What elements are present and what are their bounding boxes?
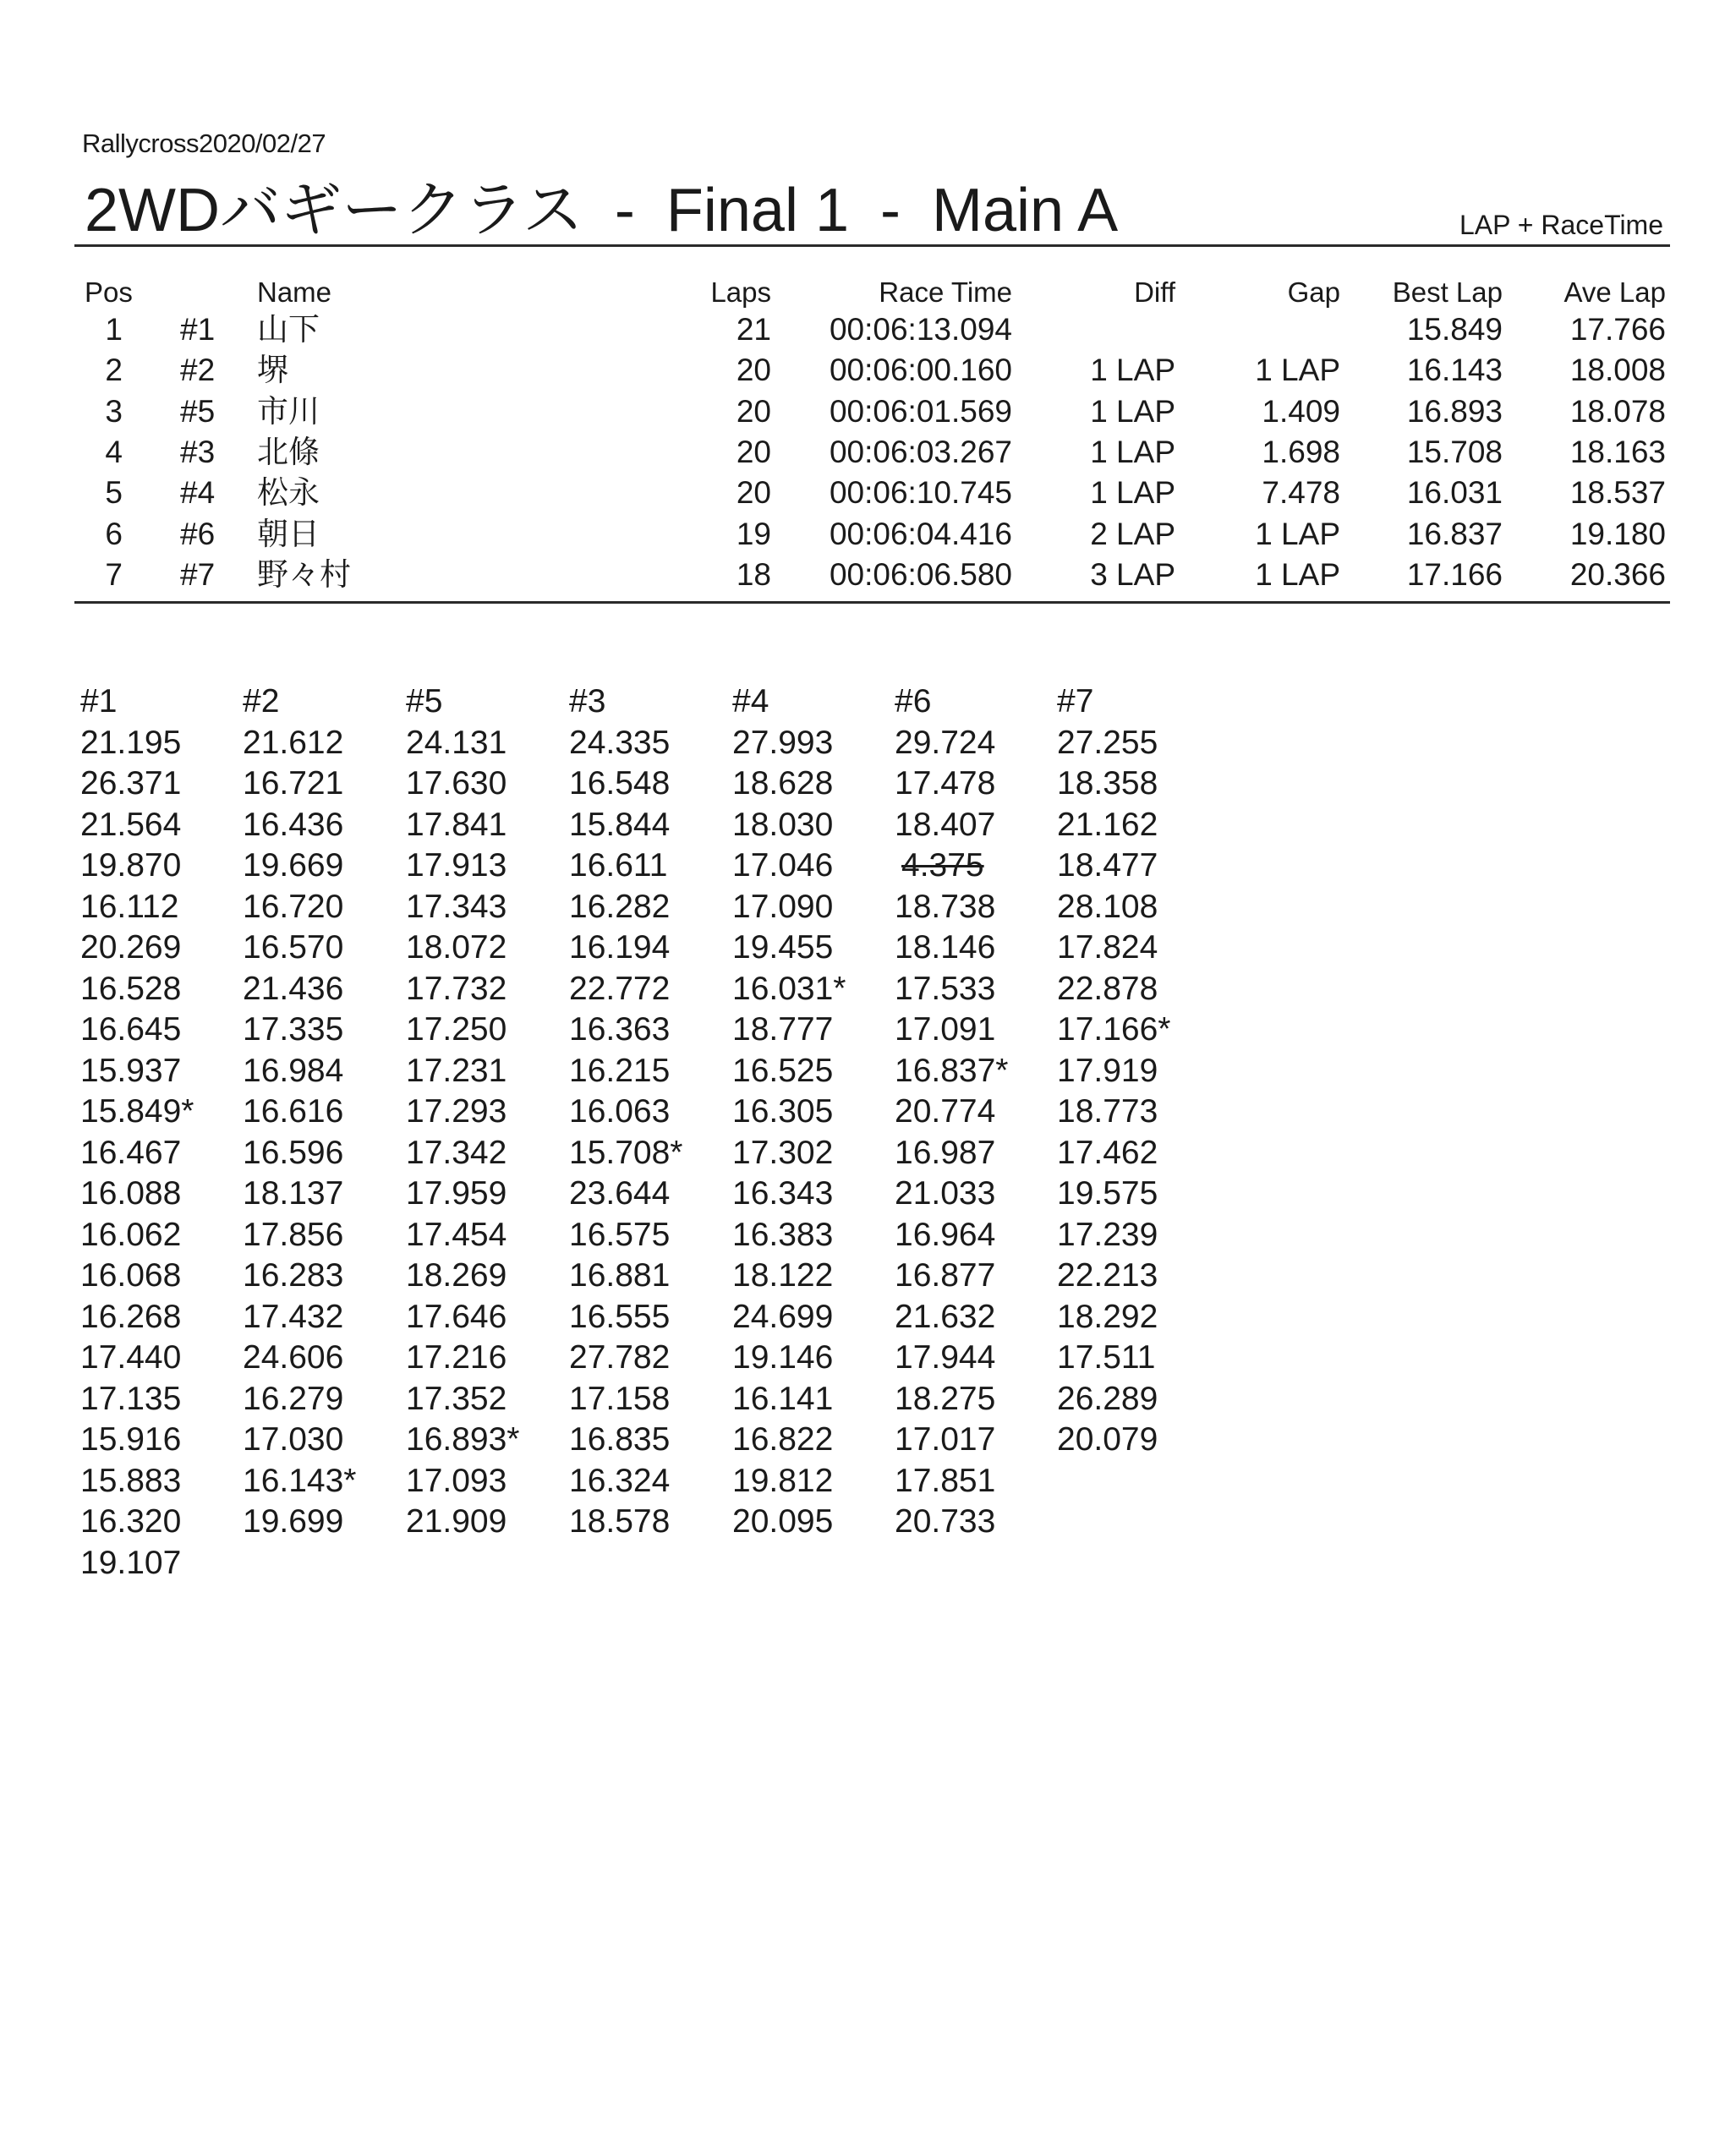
lap-time: 20.774	[895, 1093, 996, 1130]
lap-time: 18.292	[1057, 1298, 1158, 1335]
lap-time: 16.822	[732, 1421, 834, 1458]
lap-time: 17.440	[80, 1339, 182, 1376]
lap-time: 17.093	[406, 1462, 507, 1499]
lap-time: 16.324	[569, 1462, 671, 1499]
lap-time: 16.721	[243, 765, 344, 802]
lap-time: 18.137	[243, 1175, 344, 1212]
lap-time: 17.302	[732, 1134, 834, 1171]
lap-time: 21.564	[80, 806, 182, 843]
lap-time: 18.146	[895, 929, 996, 966]
lap-time: 18.477	[1057, 847, 1158, 884]
lap-time: 22.878	[1057, 970, 1158, 1007]
lap-time: 17.913	[406, 847, 507, 884]
lap-time: 20.095	[732, 1503, 834, 1540]
lap-time: 21.162	[1057, 806, 1158, 843]
lap-time: 17.158	[569, 1380, 671, 1417]
ave-lap-cell: 18.008	[1569, 353, 1666, 388]
best-lap-cell: 17.166	[1406, 556, 1503, 592]
lap-time: 16.596	[243, 1134, 344, 1171]
car-number-cell: #5	[180, 393, 216, 429]
lap-time: 16.088	[80, 1175, 182, 1212]
lap-time: 17.732	[406, 970, 507, 1007]
lap-time: 22.772	[569, 970, 671, 1007]
result-row	[0, 473, 1725, 513]
lap-time: 19.575	[1057, 1175, 1158, 1212]
lap-time: 21.612	[243, 724, 344, 761]
lap-time: 16.343	[732, 1175, 834, 1212]
lap-time: 15.849*	[80, 1093, 194, 1130]
lap-time: 16.031*	[732, 970, 846, 1007]
lap-column-header: #7	[1057, 683, 1094, 720]
lap-column-header: #2	[243, 683, 280, 720]
lap-time: 19.870	[80, 847, 182, 884]
lap-time: 16.645	[80, 1011, 182, 1048]
lap-time: 24.131	[406, 724, 507, 761]
result-row	[0, 514, 1725, 555]
lap-time: 16.555	[569, 1298, 671, 1335]
lap-time: 15.883	[80, 1462, 182, 1499]
lap-time: 18.275	[895, 1380, 996, 1417]
laps-cell: 20	[736, 393, 771, 429]
best-lap-cell: 16.893	[1406, 393, 1503, 429]
laps-cell: 18	[736, 556, 771, 592]
lap-column-header: #3	[569, 683, 606, 720]
best-lap-cell: 15.849	[1406, 312, 1503, 347]
race-time-cell: 00:06:04.416	[829, 516, 1012, 551]
lap-time: 17.959	[406, 1175, 507, 1212]
best-lap-cell: 16.031	[1406, 475, 1503, 511]
lap-time: 17.919	[1057, 1052, 1158, 1089]
lap-column	[895, 681, 1008, 1543]
lap-time: 18.773	[1057, 1093, 1158, 1130]
car-number-cell: #4	[180, 475, 216, 511]
result-row	[0, 555, 1725, 595]
result-row	[0, 432, 1725, 473]
result-row	[0, 391, 1725, 432]
lap-time: 17.135	[80, 1380, 182, 1417]
lap-time: 28.108	[1057, 888, 1158, 925]
race-time-cell: 00:06:00.160	[829, 353, 1012, 388]
best-lap-cell: 16.837	[1406, 516, 1503, 551]
lap-time: 16.616	[243, 1093, 344, 1130]
driver-name-cell: 市川	[257, 393, 320, 429]
lap-time: 18.122	[732, 1257, 834, 1294]
lap-time: 16.141	[732, 1380, 834, 1417]
lap-time: 19.146	[732, 1339, 834, 1376]
lap-time: 26.289	[1057, 1380, 1158, 1417]
lap-time: 17.944	[895, 1339, 996, 1376]
title-class: 2WDバギークラス	[85, 177, 583, 244]
lap-time: 4.375	[901, 847, 984, 884]
lap-time: 16.068	[80, 1257, 182, 1294]
car-number-cell: #7	[180, 556, 216, 592]
lap-time: 27.782	[569, 1339, 671, 1376]
lap-time: 16.964	[895, 1216, 996, 1253]
lap-time: 18.030	[732, 806, 834, 843]
lap-column	[1057, 681, 1170, 1461]
lap-time: 17.250	[406, 1011, 507, 1048]
lap-time: 23.644	[569, 1175, 671, 1212]
lap-time: 16.215	[569, 1052, 671, 1089]
lap-time: 20.733	[895, 1503, 996, 1540]
col-header-race-time: Race Time	[879, 276, 1012, 308]
diff-cell: 2 LAP	[1090, 516, 1175, 551]
lap-time: 16.283	[243, 1257, 344, 1294]
lap-time: 17.342	[406, 1134, 507, 1171]
lap-time: 21.436	[243, 970, 344, 1007]
lap-time: 24.699	[732, 1298, 834, 1335]
diff-cell: 1 LAP	[1090, 353, 1175, 388]
lap-time: 17.856	[243, 1216, 344, 1253]
lap-time: 17.343	[406, 888, 507, 925]
lap-time: 16.570	[243, 929, 344, 966]
lap-time: 15.844	[569, 806, 671, 843]
lap-time: 16.436	[243, 806, 344, 843]
lap-time: 19.699	[243, 1503, 344, 1540]
lap-time: 16.112	[80, 888, 179, 925]
lap-time: 17.293	[406, 1093, 507, 1130]
lap-time: 16.835	[569, 1421, 671, 1458]
lap-time: 21.632	[895, 1298, 996, 1335]
col-header-name: Name	[257, 276, 332, 308]
lap-time: 20.269	[80, 929, 182, 966]
lap-time: 16.575	[569, 1216, 671, 1253]
driver-name-cell: 堺	[257, 353, 288, 388]
col-header-ave-lap: Ave Lap	[1563, 276, 1666, 308]
laps-cell: 19	[736, 516, 771, 551]
lap-time: 29.724	[895, 724, 996, 761]
lap-time: 17.646	[406, 1298, 507, 1335]
lap-time: 19.107	[80, 1544, 182, 1581]
ave-lap-cell: 20.366	[1569, 556, 1666, 592]
lap-column	[80, 681, 194, 1584]
diff-cell: 1 LAP	[1090, 475, 1175, 511]
result-row	[0, 309, 1725, 350]
lap-time: 16.877	[895, 1257, 996, 1294]
diff-cell: 3 LAP	[1090, 556, 1175, 592]
lap-time: 17.090	[732, 888, 834, 925]
driver-name-cell: 野々村	[257, 556, 351, 592]
lap-time: 16.525	[732, 1052, 834, 1089]
lap-time: 15.937	[80, 1052, 182, 1089]
lap-time: 16.987	[895, 1134, 996, 1171]
col-header-pos: Pos	[85, 276, 133, 308]
lap-time: 17.851	[895, 1462, 996, 1499]
lap-time: 17.166*	[1057, 1011, 1171, 1048]
race-time-cell: 00:06:13.094	[829, 312, 1012, 347]
lap-time: 15.916	[80, 1421, 182, 1458]
car-number-cell: #3	[180, 434, 216, 469]
lap-time: 17.030	[243, 1421, 344, 1458]
event-date-subtitle: Rallycross2020/02/27	[82, 129, 326, 158]
lap-time: 17.239	[1057, 1216, 1158, 1253]
pos-cell: 2	[105, 353, 123, 388]
lap-column-header: #5	[406, 683, 443, 720]
race-time-cell: 00:06:01.569	[829, 393, 1012, 429]
lap-time: 17.478	[895, 765, 996, 802]
lap-time: 16.062	[80, 1216, 182, 1253]
lap-column-header: #6	[895, 683, 932, 720]
lap-time: 16.528	[80, 970, 182, 1007]
diff-cell: 1 LAP	[1090, 393, 1175, 429]
results-header-row	[0, 272, 1725, 313]
lap-column	[243, 681, 356, 1543]
lap-time: 16.611	[569, 847, 668, 884]
lap-column-header: #1	[80, 683, 118, 720]
lap-time: 17.454	[406, 1216, 507, 1253]
lap-time: 19.812	[732, 1462, 834, 1499]
best-lap-cell: 16.143	[1406, 353, 1503, 388]
ave-lap-cell: 19.180	[1569, 516, 1666, 551]
driver-name-cell: 朝日	[257, 516, 320, 551]
driver-name-cell: 松永	[257, 475, 320, 511]
car-number-cell: #1	[180, 312, 216, 347]
lap-time: 17.216	[406, 1339, 507, 1376]
lap-time: 24.335	[569, 724, 671, 761]
lap-time: 18.407	[895, 806, 996, 843]
lap-time: 17.091	[895, 1011, 996, 1048]
pos-cell: 6	[105, 516, 123, 551]
lap-time: 26.371	[80, 765, 182, 802]
ave-lap-cell: 18.078	[1569, 393, 1666, 429]
lap-time: 21.909	[406, 1503, 507, 1540]
pos-cell: 1	[105, 312, 123, 347]
lap-time: 20.079	[1057, 1421, 1158, 1458]
lap-time: 16.363	[569, 1011, 671, 1048]
pos-cell: 3	[105, 393, 123, 429]
results-divider	[74, 601, 1670, 604]
lap-time: 16.984	[243, 1052, 344, 1089]
page-title	[85, 161, 1118, 249]
ranking-mode-label: LAP + RaceTime	[1459, 210, 1663, 240]
lap-time: 16.893*	[406, 1421, 520, 1458]
race-time-cell: 00:06:06.580	[829, 556, 1012, 592]
gap-cell: 7.478	[1262, 475, 1340, 511]
lap-column	[406, 681, 519, 1543]
lap-time: 17.046	[732, 847, 834, 884]
lap-time: 16.063	[569, 1093, 671, 1130]
gap-cell: 1 LAP	[1255, 556, 1340, 592]
lap-time: 16.279	[243, 1380, 344, 1417]
lap-time: 18.072	[406, 929, 507, 966]
lap-time: 18.628	[732, 765, 834, 802]
lap-time: 18.358	[1057, 765, 1158, 802]
lap-time: 17.511	[1057, 1339, 1156, 1376]
lap-time: 18.269	[406, 1257, 507, 1294]
lap-time: 17.841	[406, 806, 507, 843]
lap-time: 21.195	[80, 724, 182, 761]
pos-cell: 5	[105, 475, 123, 511]
lap-time: 18.738	[895, 888, 996, 925]
lap-time: 16.194	[569, 929, 671, 966]
lap-column-header: #4	[732, 683, 769, 720]
pos-cell: 4	[105, 434, 123, 469]
lap-time: 16.881	[569, 1257, 671, 1294]
laps-cell: 20	[736, 353, 771, 388]
lap-time: 21.033	[895, 1175, 996, 1212]
lap-column	[569, 681, 682, 1543]
lap-time: 17.231	[406, 1052, 507, 1089]
diff-cell: 1 LAP	[1090, 434, 1175, 469]
lap-time: 17.462	[1057, 1134, 1158, 1171]
col-header-best-lap: Best Lap	[1392, 276, 1503, 308]
lap-time: 16.467	[80, 1134, 182, 1171]
lap-time: 16.268	[80, 1298, 182, 1335]
lap-column	[732, 681, 846, 1543]
gap-cell: 1 LAP	[1255, 516, 1340, 551]
driver-name-cell: 山下	[257, 312, 320, 347]
pos-cell: 7	[105, 556, 123, 592]
lap-time: 17.017	[895, 1421, 996, 1458]
lap-time: 27.993	[732, 724, 834, 761]
car-number-cell: #2	[180, 353, 216, 388]
lap-time: 17.630	[406, 765, 507, 802]
title-separator: -	[614, 177, 635, 244]
lap-time: 16.720	[243, 888, 344, 925]
ave-lap-cell: 17.766	[1569, 312, 1666, 347]
lap-time: 17.432	[243, 1298, 344, 1335]
race-time-cell: 00:06:10.745	[829, 475, 1012, 511]
result-row	[0, 350, 1725, 391]
ave-lap-cell: 18.163	[1569, 434, 1666, 469]
col-header-gap: Gap	[1287, 276, 1340, 308]
lap-time: 17.352	[406, 1380, 507, 1417]
lap-time: 17.824	[1057, 929, 1158, 966]
ave-lap-cell: 18.537	[1569, 475, 1666, 511]
laps-cell: 21	[736, 312, 771, 347]
title-heat: Main A	[932, 177, 1119, 244]
lap-time: 18.777	[732, 1011, 834, 1048]
lap-time: 16.548	[569, 765, 671, 802]
header-divider	[74, 244, 1670, 247]
car-number-cell: #6	[180, 516, 216, 551]
col-header-diff: Diff	[1134, 276, 1175, 308]
lap-time: 16.837*	[895, 1052, 1009, 1089]
lap-time: 19.669	[243, 847, 344, 884]
lap-time: 18.578	[569, 1503, 671, 1540]
gap-cell: 1.409	[1262, 393, 1340, 429]
lap-time: 15.708*	[569, 1134, 683, 1171]
driver-name-cell: 北條	[257, 434, 320, 469]
title-round: Final 1	[665, 177, 849, 244]
lap-time: 16.320	[80, 1503, 182, 1540]
lap-time: 17.335	[243, 1011, 344, 1048]
laps-cell: 20	[736, 475, 771, 511]
lap-time: 16.383	[732, 1216, 834, 1253]
lap-time: 19.455	[732, 929, 834, 966]
lap-time: 16.282	[569, 888, 671, 925]
lap-time: 17.533	[895, 970, 996, 1007]
gap-cell: 1 LAP	[1255, 353, 1340, 388]
lap-time: 16.305	[732, 1093, 834, 1130]
laps-cell: 20	[736, 434, 771, 469]
col-header-laps: Laps	[710, 276, 771, 308]
lap-time: 16.143*	[243, 1462, 357, 1499]
title-separator: -	[880, 177, 901, 244]
lap-time: 27.255	[1057, 724, 1158, 761]
lap-time: 22.213	[1057, 1257, 1158, 1294]
gap-cell: 1.698	[1262, 434, 1340, 469]
race-time-cell: 00:06:03.267	[829, 434, 1012, 469]
lap-time: 24.606	[243, 1339, 344, 1376]
best-lap-cell: 15.708	[1406, 434, 1503, 469]
